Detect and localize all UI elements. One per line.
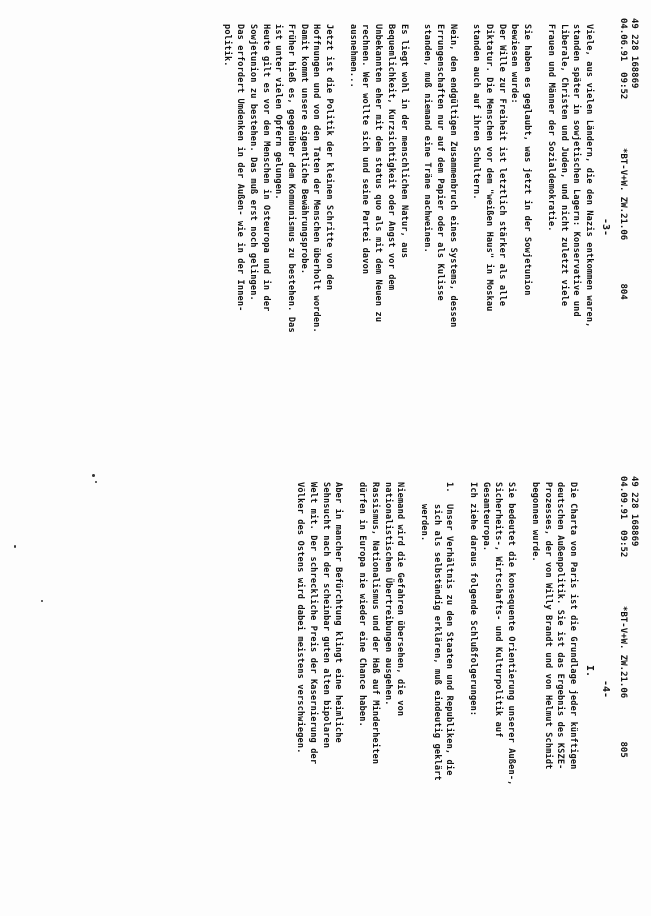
text-line: begonnen wurde. [529,482,540,562]
text-line: Sie bedeutet die konsequente Orientierung unserer Außen-, [506,482,517,786]
text-line: sich als selbständig erklären, muß eindeutig geklärt [431,504,442,781]
text-line: standen, muß niemand eine Träne nachweinen. [422,24,433,253]
text-line: werden. [418,504,429,542]
text-line: Diktatur. Die Menschen vor dem "weißen Haus" in Moskau [484,24,495,312]
text-line: standen später in sowjetischen Lagern: Konservative und [571,24,582,317]
text-line: Völker des Ostens wird dabei meistens verschwiegen. [295,482,306,754]
page-3 [0,0,651,440]
text-line: ist unter vielen Opfern gelungen. [273,24,284,200]
text-line [443,482,456,902]
text-line: Bequemlichkeit, Kurzsichtigkeit oder Angst vor dem [385,24,396,291]
text-line: Sie haben es geglaubt, was jetzt in der Sowjetunion [522,24,533,296]
page-body [283,482,579,902]
page-4 [0,458,651,898]
page-body [210,24,595,444]
text-line: Jetzt ist die Politik der kleinen Schritte von den [324,24,335,291]
text-line: dürfen in Europa nie wieder eine Chance haben. [357,482,368,727]
page-number: -4- [600,680,611,699]
paragraph [221,24,335,444]
text-line: Aber in mancher Befürchtung klingt eine heimliche [333,482,344,743]
item-text: Unser Verhältnis zu den Staaten und Republiken, die [444,504,455,776]
paragraph [355,482,406,902]
text-line: deutschen Außenpolitik. Sie ist das Ergebnis des KSZE- [555,482,566,770]
text-line: Sicherheits-, Wirtschafts- und Kulturpolitik auf [493,482,504,738]
text-line: Der Wille zur Freiheit ist letztlich stärker als alle [496,24,507,307]
text-line: standen auch auf ihren Schultern. [471,24,482,200]
text-line: Gesamteuropa. [480,482,491,552]
text-line: Unbekannten eher mit dem status quo als mit dem Neuen zu [373,24,384,323]
paragraph [294,482,345,902]
text-line: Rassismus, Nationalismus und der Haß auf Minderheiten [369,482,380,765]
text-line: Heute gilt es vor den Menschen in Osteuropa und in der [260,24,271,312]
text-line: Es liegt wohl in der menschlichen Natur, aus [398,24,409,259]
item-number: 1. [444,482,455,493]
scan-speck [95,481,97,483]
text-line: nationalistischen Übertreibungen ausgehen. [382,482,393,706]
text-line: bewiesen wurde: [509,24,520,104]
fax-number: 49 228 168869 [629,18,639,89]
text-line: Welt mit. Der schreckliche Preis der Kasernierung der [308,482,319,765]
text-line: Viele, aus vielen Ländern, die den Nazis entkommen waren, [584,24,594,328]
text-line: Das erfordert Umdenken in der Außen- wie in der Innen- [235,24,246,312]
scan-speck [14,545,16,548]
text-line: Früher hieß es, gegenüber dem Kommunismus zu bestehen. Das [285,24,296,333]
paragraph [421,24,459,444]
scan-speck [41,600,43,602]
text-line: ausnehmen... [347,24,358,88]
text-line: Sehnsucht nach der scheinbar guten alten bipolaren [320,482,331,749]
paragraph [528,482,579,902]
fax-timestamp-line: 04.06.91 09:52 *BT-V+W. ZW.21.06 804 [618,18,628,300]
text-line: rechnen. Wer wollte sich und seine Partei davon [360,24,371,275]
text-line: Prozesses, der von Willy Brandt und von Helmut Schmidt [542,482,553,770]
paragraph [466,482,517,902]
text-line: Niemand wird die Gefahren übersehen, die von [395,482,406,717]
section-mark: I. [584,665,595,678]
text-line: Ich ziehe daraus folgende Schlußfolgerungen: [468,482,479,717]
paragraph [346,24,410,444]
text-line: Frauen und Männer der Sozialdemokratie. [545,24,556,232]
text-line: Die Charta von Paris ist die Grundlage jeder künftigen [568,482,578,770]
text-line: Sowjetunion zu bestehen. Das muß erst noch gelingen. [247,24,258,301]
text-line: Errungenschaften nur auf dem Papier oder als Kulisse [434,24,445,301]
paragraph [470,24,534,444]
fax-timestamp-line: 04.09.91 09:52 *BT-V+W. ZW.21.06 805 [618,476,628,758]
numbered-item [417,482,455,902]
fax-number: 49 228 168869 [629,476,639,547]
page-number: -3- [600,218,611,237]
text-line: Nein, den endgültigen Zusammenbruch eines Systems, dessen [447,24,458,328]
paragraph [544,24,595,444]
text-line: Damit kommt unsere eigentliche Bewährungsprobe. [298,24,309,275]
text-line: Liberale, Christen und Juden, und nicht zuletzt viele [558,24,569,307]
text-line: politik. [222,24,233,67]
scan-speck [92,474,95,477]
text-line: Hoffnungen und von den Taten der Menschen überholt worden. [311,24,322,333]
